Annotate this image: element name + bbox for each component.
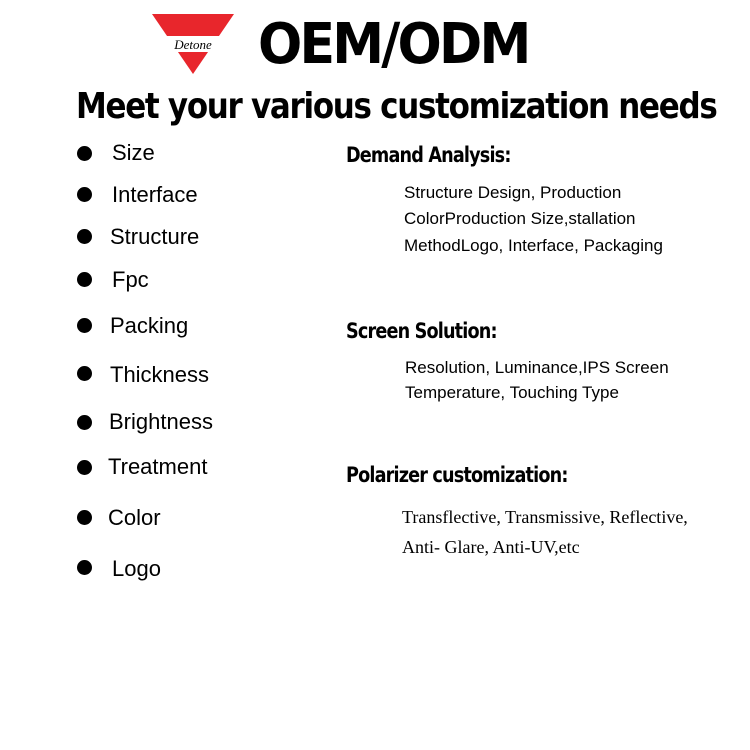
- bullet-dot: [77, 510, 92, 525]
- bullet-dot: [77, 229, 92, 244]
- polarizer-heading: Polarizer customization:: [346, 463, 568, 487]
- bullet-dot: [77, 415, 92, 430]
- detone-logo: [152, 14, 234, 74]
- bullet-dot: [77, 366, 92, 381]
- screen-solution-heading: Screen Solution:: [346, 319, 497, 343]
- bullet-dot: [77, 318, 92, 333]
- option-label: Packing: [110, 313, 189, 338]
- demand-analysis-line: MethodLogo, Interface, Packaging: [404, 236, 663, 255]
- screen-solution-line: Temperature, Touching Type: [405, 383, 619, 402]
- option-label: Treatment: [108, 454, 208, 479]
- option-label: Logo: [112, 556, 161, 581]
- option-label: Structure: [110, 224, 200, 249]
- option-label: Brightness: [109, 409, 213, 434]
- polarizer-line: Transflective, Transmissive, Reflective,: [402, 507, 688, 527]
- bullet-dot: [77, 460, 92, 475]
- option-label: Color: [108, 505, 161, 530]
- option-label: Thickness: [110, 362, 210, 387]
- option-label: Fpc: [112, 267, 149, 292]
- demand-analysis-line: Structure Design, Production: [404, 183, 622, 202]
- logo-text: Detone: [174, 37, 212, 52]
- polarizer-line: Anti- Glare, Anti-UV,etc: [402, 537, 580, 557]
- bullet-dot: [77, 560, 92, 575]
- bullet-dot: [77, 146, 92, 161]
- logo-triangle-icon: [152, 14, 234, 74]
- demand-analysis-line: ColorProduction Size,stallation: [404, 209, 636, 228]
- bullet-dot: [77, 187, 92, 202]
- bullet-dot: [77, 272, 92, 287]
- demand-analysis-heading: Demand Analysis:: [346, 143, 511, 167]
- option-label: Interface: [112, 182, 198, 207]
- option-label: Size: [112, 140, 155, 165]
- headline: Meet your various customization needs: [76, 86, 717, 127]
- screen-solution-line: Resolution, Luminance,IPS Screen: [405, 358, 669, 377]
- page-title: OEM/ODM: [258, 12, 529, 77]
